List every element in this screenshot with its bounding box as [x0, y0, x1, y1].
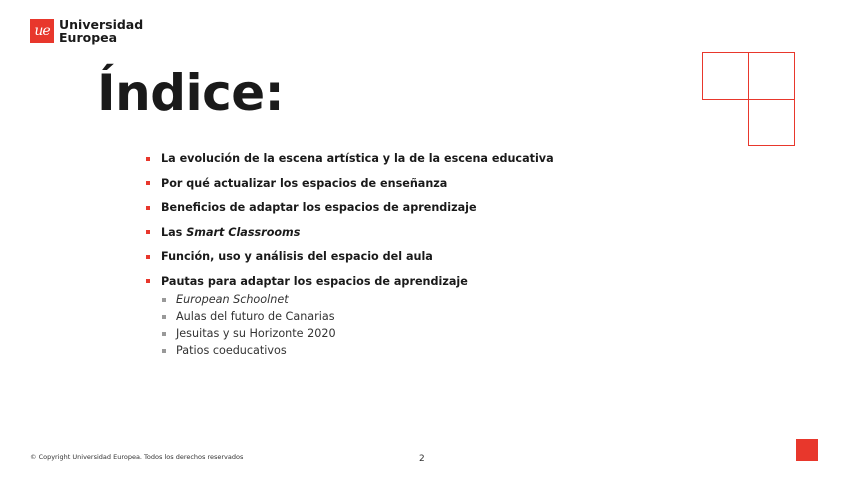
toc-item: [144, 201, 704, 215]
decorative-square-outline: [748, 52, 795, 100]
table-of-contents: [144, 152, 704, 370]
toc-item-label: Función, uso y análisis del espacio del aula: [161, 250, 433, 264]
decorative-square-outline: [702, 52, 749, 100]
page-number: 2: [419, 454, 425, 464]
toc-item-label: Por qué actualizar los espacios de enseñanza: [161, 176, 448, 190]
toc-subitem: Aulas del futuro de Canarias: [161, 308, 704, 325]
brand-name-line1: Universidad: [59, 17, 144, 32]
copyright-text: © Copyright Universidad Europea. Todos los derechos reservados: [30, 453, 244, 461]
toc-item: [144, 250, 704, 264]
toc-item-label: Beneficios de adaptar los espacios de aprendizaje: [161, 201, 477, 215]
brand-name: [59, 18, 143, 44]
slide-title: Índice:: [97, 64, 285, 122]
toc-sublist: [161, 291, 704, 359]
brand-mark-icon: ue: [30, 19, 54, 43]
brand-logo: [30, 18, 143, 44]
toc-subitem: Patios coeducativos: [161, 342, 704, 359]
brand-name-line2: Europea: [59, 30, 118, 45]
toc-item-label-prefix: Las: [161, 225, 187, 239]
toc-item: [144, 275, 704, 359]
decorative-square-outline: [748, 99, 795, 146]
toc-subitem: European Schoolnet: [161, 291, 704, 308]
toc-item: [144, 177, 704, 191]
toc-subitem: Jesuitas y su Horizonte 2020: [161, 325, 704, 342]
toc-item: [144, 226, 704, 240]
toc-item-label-italic: Smart Classrooms: [186, 225, 301, 239]
toc-item-label: Pautas para adaptar los espacios de aprendizaje: [161, 274, 468, 288]
toc-item: [144, 152, 704, 166]
toc-item-label: La evolución de la escena artística y la de la escena educativa: [161, 152, 554, 165]
decorative-square-filled: [796, 439, 818, 461]
